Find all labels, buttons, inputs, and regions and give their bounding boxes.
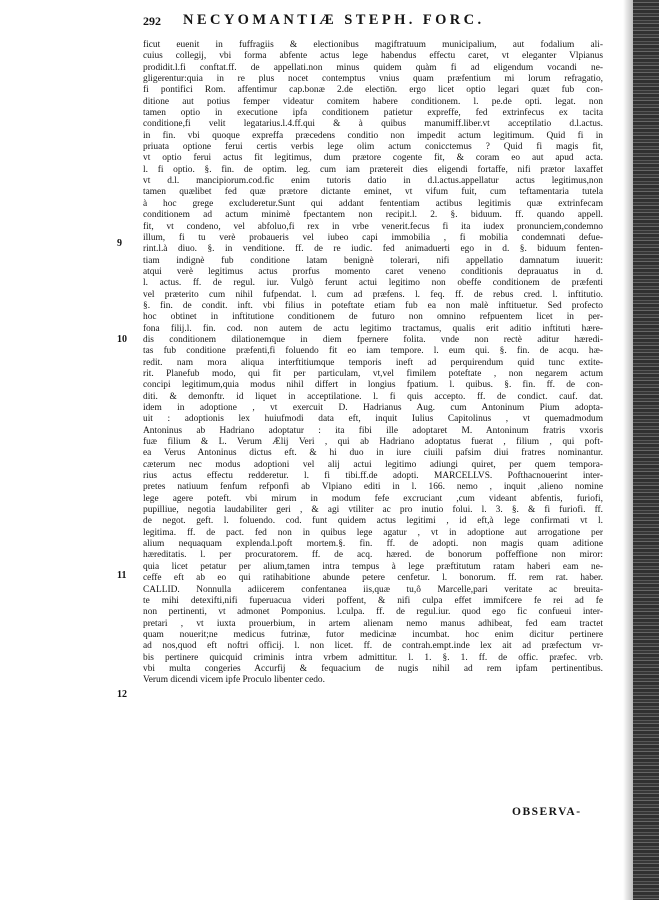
text-line: à hoc grege excluderetur.Sunt qui addant fententiam actibus legitimis quæ extrinfecam xyxy=(143,198,603,209)
text-line: quam nouerit;ne medicus futrinæ, futor medicinæ incumbat. hoc enim dicitur pertinere xyxy=(143,629,603,640)
text-line: rint.l.à diuo. §. in venditione. ff. de re iudic. fed animaduerti ego in d. §. biduum fenten- xyxy=(143,244,603,255)
text-line: ceffe eft ab eo qui ratihabitione abunde petere cenfetur. l. bonorum. ff. rem rat. haber. xyxy=(143,573,603,584)
text-line: tas fub conditione præfenti,fi foluendo fit eo iam tempore. l. eum qui. §. fin. de acqu. hæ- xyxy=(143,346,603,357)
text-line: ad nos,quod eft noftri officij. l. non licet. ff. de contrah.empt.inde lex ait ad præfectum vr- xyxy=(143,641,603,652)
text-line: l. fi optio. §. fin. de optim. leg. cum iam prætereit dies eligendi fortaffe, nifi prætor laxaffet xyxy=(143,164,603,175)
catchword: OBSERVA- xyxy=(512,806,582,818)
text-line: quia licet petatur per alium,tamen intra tempus à lege præftitutum ratam haberi eam ne- xyxy=(143,561,603,572)
text-line: non pertinenti, vt admonet Pomponius. l.culpa. ff. de regul.iur. quod ego fic confueui inter- xyxy=(143,607,603,618)
text-line: conditione,fi velit legatarius.l.4.ff.qui & à quibus manumiff.liber.vt acceptilatio d.l.actus. xyxy=(143,119,603,130)
text-line: Antoninus ab Hadriano adoptatur : ita fibi ille adoptaret M. Antoninum fratris vxoris xyxy=(143,425,603,436)
text-line: in fin. vbi quoque expreffa præcedens conditio non impedit actum legitimum. Quid fi in xyxy=(143,130,603,141)
text-line: vbi multa congeries Accurfij & fequacium de nugis nihil ad rem ipfam pertinentibus. xyxy=(143,663,603,674)
text-line: pupilliue, negotia laudabiliter geri , & agi vtiliter ac pro inutio folui. l. 3. §. & fi furiofi. ff. xyxy=(143,505,603,516)
text-line: CALLID. Nonnulla adiicerem confentanea iis,quæ tu,ô Marcelle,pari veritate ac breuita- xyxy=(143,584,603,595)
text-line: fuæ filium & L. Verum Ælij Veri , qui ab Hadriano adoptatus fuerat , filium , qui poft- xyxy=(143,437,603,448)
text-line: dis conditionem dilationemque in diem fpernere folita. vnde non rectè aditur hæredi- xyxy=(143,334,603,345)
text-line: tiam indignè fub conditione latam benignè tolerari, nifi appellatio damnatum iuuerit: xyxy=(143,255,603,266)
text-line: fit, vt condeno, vel abfoluo,fi rex in vrbe venerit.fecus fi ita iudex pronunciem,condemno xyxy=(143,221,603,232)
text-line: hoc obtinet in inftitutione conditionem de futuro non omnino refpuentem licet in per- xyxy=(143,312,603,323)
text-line: prodidit.l.fi conftat.ff. de appellati.non minus quidem quàm fi ad eligendum vocandi ne- xyxy=(143,62,603,73)
text-line: cuius collegij, vbi forma abfente actus lege habendus effectu caret, vt eleganter Vlpianus xyxy=(143,51,603,62)
text-line: pretes natiuum fenfum refponfi ab Vlpiano editi in l. 166. nemo , inquit ,alieno nomine xyxy=(143,482,603,493)
text-line: concipi legitimum,quia modus nihil differt in longius fpatium. l. quibus. §. fin. ff. de con- xyxy=(143,380,603,391)
text-line: vt d.l. mancipiorum.cod.fic enim tutoris datio in d.l.actus.appellatur actus legitimus,non xyxy=(143,176,603,187)
text-line: bis pertinere quicquid criminis intra vrbem admittitur. l. 1. §. 1. ff. de offic. præfec. vrb. xyxy=(143,652,603,663)
text-line: priuata optione ferui certis verbis lege olim actum conicctemus ? Quid fi magis fit, xyxy=(143,142,603,153)
text-line: rit. Planefub modo, qui fit per particulam, vt,vel fimilem poteftate , non negarem actum xyxy=(143,368,603,379)
text-line: atqui verè legitimus actus prorfus momento caret veneno conditionis deprauatus in d. xyxy=(143,266,603,277)
page-number: 292 xyxy=(143,14,161,28)
margin-number: 9 xyxy=(117,238,122,249)
text-line: cæterum nec modus adoptioni vel alij actui legitimo adiungi quiret, per quem tempora- xyxy=(143,459,603,470)
scan-shadow xyxy=(623,0,633,900)
text-line: §. fin. de condit. inft. vbi filius in poteftate etiam fub ea non malè inftituetur. Sed profecto xyxy=(143,300,603,311)
page-header xyxy=(143,10,603,32)
text-line: rius actus effectu redderetur. l. fi tibi.ff.de adopti. MARCELLVS. Pofthacnouerint inter- xyxy=(143,471,603,482)
text-line: redit. nam mora aliqua interftitiumque temporis ineft ad perquirendum quid tunc extite- xyxy=(143,357,603,368)
text-line: ficut euenit in fuffragiis & electionibus magiftratuum municipalium, aut fodalium ali- xyxy=(143,40,603,50)
text-line: hæreditatis. l. per procuratorem. ff. de acq. hæred. de bonorum poffeffione non miror: xyxy=(143,550,603,561)
text-line: pretari , vt iuxta prouerbium, in artem alienam nemo manus adhibeat, fed eam tractet xyxy=(143,618,603,629)
text-line: ea Verus Antoninus dictus eft. & hi duo in iure ciuili pafsim diui fratres nominantur. xyxy=(143,448,603,459)
text-line: vel præterito cum nihil fufpendat. l. cum ad præfens. l. feq. ff. de rebus cred. l. inftitutio. xyxy=(143,289,603,300)
text-line: de negot. geft. l. foluendo. cod. funt quidem actus legitimi , id eft,à lege confirmati vt l. xyxy=(143,516,603,527)
margin-number: 10 xyxy=(117,334,127,345)
text-line: vt optio ferui actus fit legitimus, dum prætore cogente fit, & coram eo aut apud acta. xyxy=(143,153,603,164)
text-line: alium nequaquam explenda.l.poft mortem.§. fin. ff. de adopti. non magis quam aditione xyxy=(143,539,603,550)
margin-number: 11 xyxy=(117,570,127,581)
body-text xyxy=(143,40,603,687)
text-line: gligerentur:quia in re plus nocet contemptus vnius quam præfentium mi lorum refragatio, xyxy=(143,74,603,85)
text-line: fi pontifici Rom. affentimur cap.bonæ 2.de electiōn. ergo licet optio legari quæt fub con- xyxy=(143,85,603,96)
text-line: te mihi detexifti,nifi fuperuacua videri poffent, & nifi culpa effet immifcere fe rei ad fe xyxy=(143,595,603,606)
text-line: l. actus. ff. de regul. iur. Vulgò ferunt actui legitimo non obeffe conditionem de præfenti xyxy=(143,278,603,289)
text-line: tamen quælibet fed quæ prætore dictante eminet, vt vifum fuit, cum teftamentaria tutela xyxy=(143,187,603,198)
text-line: idem in adoptione , vt exercuit D. Hadrianus Aug. cum Antoninum Pium adopta- xyxy=(143,403,603,413)
text-line: legitima. ff. de pact. fed non in quibus lege agatur , vt in adoptione aut arrogatione per xyxy=(143,527,603,538)
text-line: conditionem ad actum minimè fpectantem non recipit.l. 2. §. biduum. ff. quando appell. xyxy=(143,210,603,221)
text-line: diti. & demonftr. id liquet in acceptilatione. l. fi quis accepto. ff. de condict. cauf. dat. xyxy=(143,391,603,402)
text-line: fona filij.l. fin. cod. non autem de actu legitimo tractamus, qualis erit aditio inftituti hære- xyxy=(143,323,603,334)
text-line: ditione aut potius femper videatur comitem habere conditionem. l. pe.de opti. legat. non xyxy=(143,96,603,107)
scan-edge xyxy=(633,0,659,900)
text-line: Verum dicendi vicem ipfe Proculo libenter cedo. xyxy=(143,675,325,686)
margin-number: 12 xyxy=(117,689,127,700)
text-line: illum, fi tu verè probaueris vel iubeo capi immobilia , fi mobilia condemnati defue- xyxy=(143,232,603,243)
text-line: lege agere poteft. vbi mirum in modum fefe excruciant ,cum videant abfentis, furiofi, xyxy=(143,493,603,504)
text-line: tamen optio in executione ipfa conditionem patietur expreffe, fed extrinfecus ex tacita xyxy=(143,108,603,119)
running-head: NECYOMANTIÆ STEPH. FORC. xyxy=(183,12,485,28)
text-line: uit : adoptionis lex huiufmodi data eft, inquit Iulius Capitolinus , vt quemadmodum xyxy=(143,414,603,425)
